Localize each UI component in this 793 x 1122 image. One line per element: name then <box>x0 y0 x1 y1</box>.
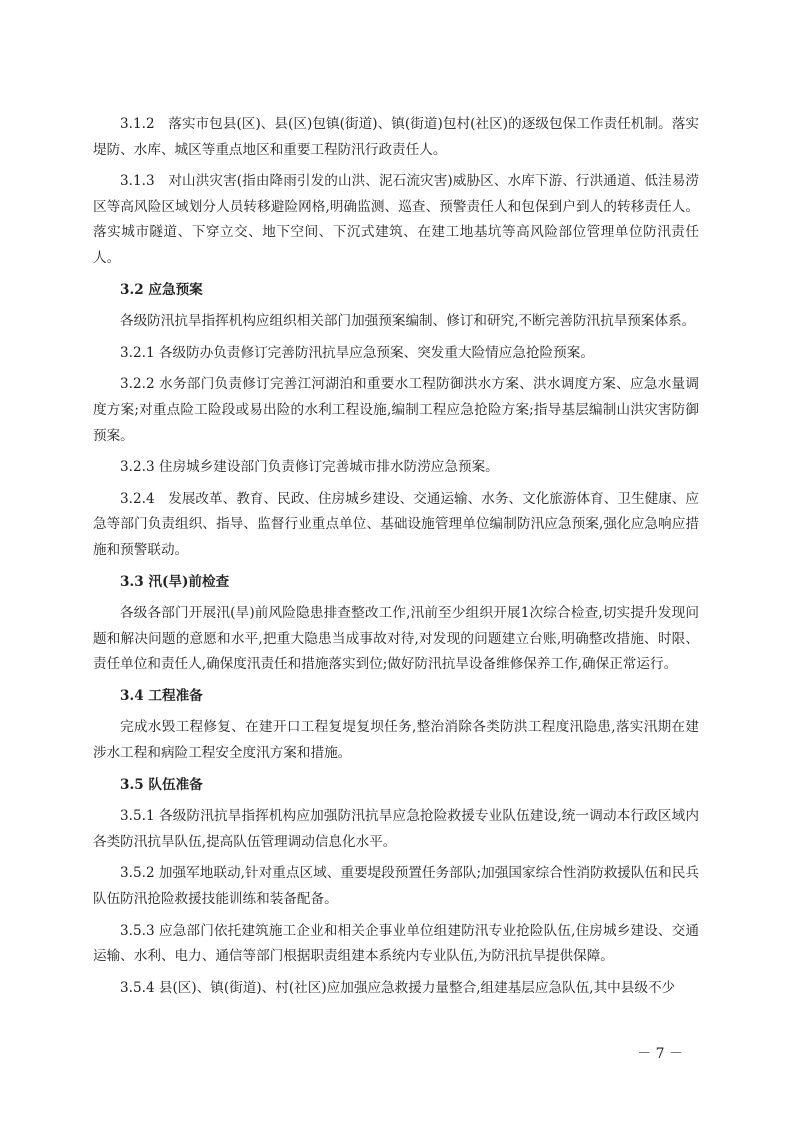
document-body <box>93 112 699 1007</box>
section-heading: 3.5 队伍准备 <box>120 776 203 793</box>
paragraph: 各级各部门开展汛(旱)前风险隐患排查整改工作,汛前至少组织开展1次综合检查,切实提升发现问题和解决问题的意愿和水平,把重大隐患当成事故对待,对发现的问题建立台账,明确整改措施、时限、责任单位和责任人,确保度汛责任和措施落实到位;做好防汛抗旱设备维修保养工作,确保正常运行。 <box>93 605 699 673</box>
paragraph: 3.2.4 发展改革、教育、民政、住房城乡建设、交通运输、水务、文化旅游体育、卫生健康、应急等部门负责组织、指导、监督行业重点单位、基础设施管理单位编制防汛应急预案,强化应急响应措施和预警联动。 <box>93 490 699 558</box>
paragraph: 各级防汛抗旱指挥机构应组织相关部门加强预案编制、修订和研究,不断完善防汛抗旱预案体系。 <box>120 313 696 330</box>
paragraph: 3.5.1 各级防汛抗旱指挥机构应加强防汛抗旱应急抢险救援专业队伍建设,统一调动本行政区域内各类防汛抗旱队伍,提高队伍管理调动信息化水平。 <box>93 808 699 850</box>
section-heading: 3.2 应急预案 <box>120 281 203 298</box>
paragraph: 3.2.1 各级防办负责修订完善防汛抗旱应急预案、突发重大险情应急抢险预案。 <box>120 344 594 361</box>
page-number: － 7 － <box>637 1046 683 1062</box>
paragraph: 3.2.2 水务部门负责修订完善江河湖泊和重要水工程防御洪水方案、洪水调度方案、应急水量调度方案;对重点险工险段或易出险的水利工程设施,编制工程应急抢险方案;指导基层编制山洪灾害防御预案。 <box>93 376 699 444</box>
paragraph: 3.1.3 对山洪灾害(指由降雨引发的山洪、泥石流灾害)威胁区、水库下游、行洪通道、低洼易涝区等高风险区域划分人员转移避险网格,明确监测、巡查、预警责任人和包保到户到人的转移责任人。落实城市隧道、下穿立交、地下空间、下沉式建筑、在建工地基坑等高风险部位管理单位防汛责任人。 <box>93 173 699 266</box>
section-heading: 3.3 汛(旱)前检查 <box>120 573 230 590</box>
paragraph: 3.5.3 应急部门依托建筑施工企业和相关企事业单位组建防汛专业抢险队伍,住房城乡建设、交通运输、水利、电力、通信等部门根据职责组建本系统内专业队伍,为防汛抗旱提供保障。 <box>93 922 699 965</box>
paragraph: 3.1.2 落实市包县(区)、县(区)包镇(街道)、镇(街道)包村(社区)的逐级包保工作责任机制。落实堤防、水库、城区等重点地区和重要工程防汛行政责任人。 <box>93 116 699 158</box>
section-heading: 3.4 工程准备 <box>120 687 203 704</box>
paragraph: 完成水毁工程修复、在建开口工程复堤复坝任务,整治消除各类防洪工程度汛隐患,落实汛期在建涉水工程和病险工程安全度汛方案和措施。 <box>93 719 699 762</box>
paragraph: 3.5.2 加强军地联动,针对重点区域、重要堤段预置任务部队;加强国家综合性消防救援队伍和民兵队伍防汛抢险救援技能训练和装备配备。 <box>93 865 699 908</box>
paragraph: 3.5.4 县(区)、镇(街道)、村(社区)应加强应急救援力量整合,组建基层应急队伍,其中县级不少 <box>120 979 676 996</box>
paragraph: 3.2.3 住房城乡建设部门负责修订完善城市排水防涝应急预案。 <box>120 459 499 476</box>
